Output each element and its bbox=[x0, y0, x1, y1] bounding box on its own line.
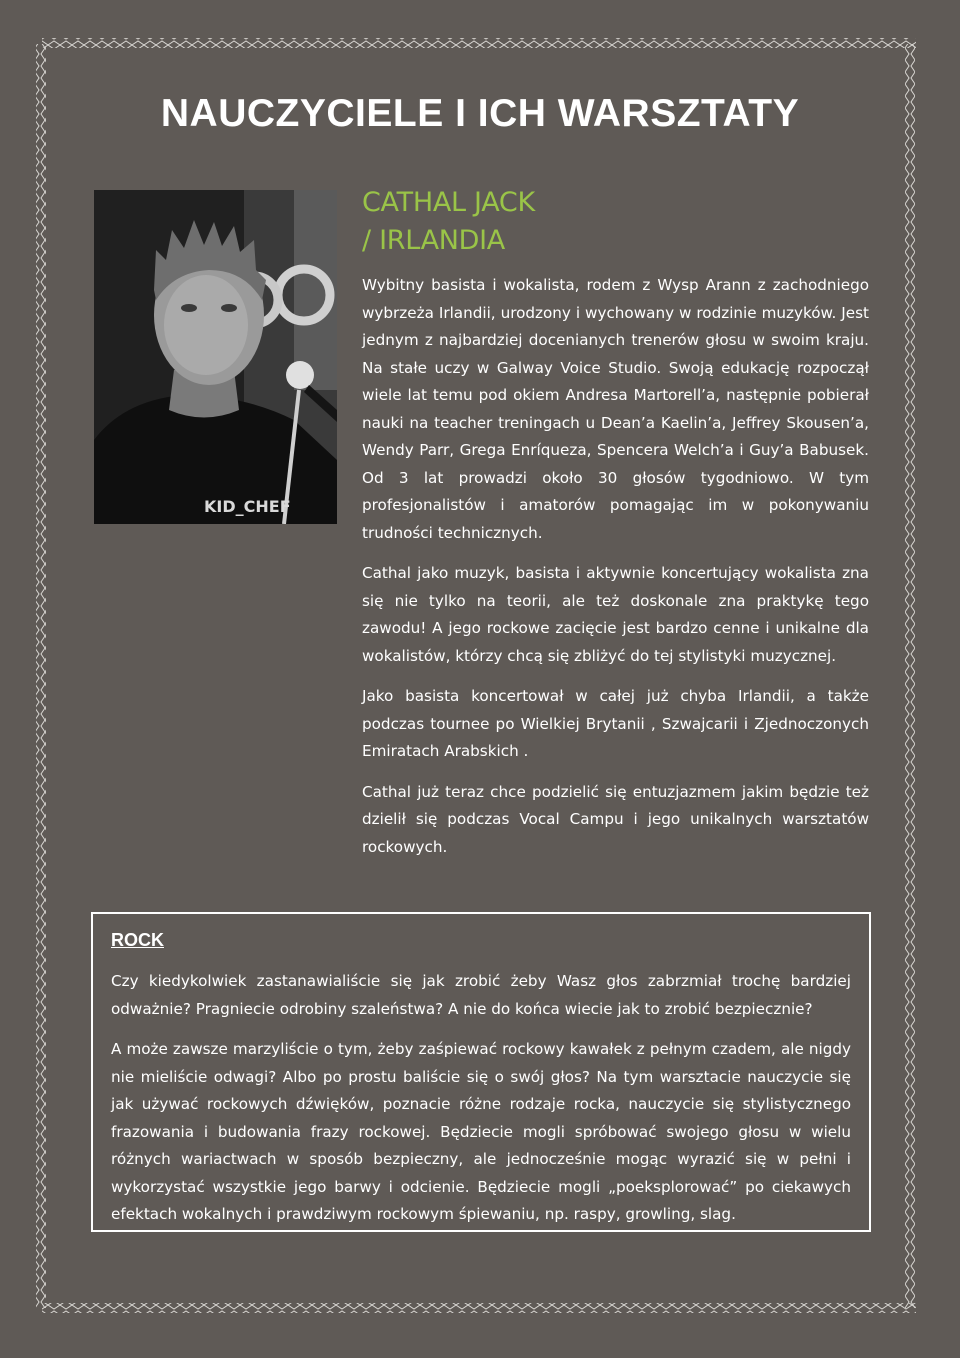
page-title: NAUCZYCIELE I ICH WARSZTATY bbox=[160, 92, 800, 135]
bio-paragraph: Cathal jako muzyk, basista i aktywnie koncertujący wokalista zna się nie tylko na teorii, ale też doskonale zna praktykę tego zawodu! A jego rockowe zacięcie jest bardzo cenne i unikalne dla wokalistów, którzy chcą się zbliżyć do tej stylistyki muzycznej. bbox=[362, 564, 869, 665]
bio-paragraph: Wybitny basista i wokalista, rodem z Wysp Arann z zachodniego wybrzeża Irlandii, urodzony i wychowany w rodzinie muzyków. Jest jednym z najbardziej docenianych trenerów głosu w swoim kraju. Na stałe uczy w Galway Voice Studio. Swoją edukację rozpoczął wiele lat temu pod okiem Andresa Martorell’a, następnie pobierał nauki na teacher treningach u Dean’a Kaelin’a, Jeffrey Skousen’a, Wendy Parr, Grega Enríqueza, Spencera Welch’a i Guy’a Babusek. Od 3 lat prowadzi około 30 głosów tygodniowo. W tym profesjonalistów i amatorów pomagając im w pokonywaniu trudności technicznych. bbox=[362, 276, 869, 542]
shirt-text: KID_CHEF bbox=[204, 497, 291, 516]
workshop-title: ROCK bbox=[111, 930, 164, 950]
teacher-photo bbox=[94, 190, 337, 524]
bio-paragraph: Jako basista koncertował w całej już chyba Irlandii, a także podczas tournee po Wielkiej Brytanii , Szwajcarii i Zjednoczonych Emiratach Arabskich . bbox=[362, 687, 869, 760]
workshop-box bbox=[91, 912, 871, 1232]
teacher-bio bbox=[362, 272, 869, 874]
workshop-paragraph: Czy kiedykolwiek zastanawialiście się jak zrobić żeby Wasz głos zabrzmiał trochę bardziej odważnie? Pragniecie odrobiny szaleństwa? A nie do końca wiecie jak to zrobić bezpiecznie? bbox=[111, 972, 851, 1018]
teacher-country-line: / IRLANDIA bbox=[362, 225, 505, 256]
bio-paragraph: Cathal już teraz chce podzielić się entuzjazmem jakim będzie też dzielił się podczas Vocal Campu i jego unikalnych warsztatów rockowych. bbox=[362, 782, 869, 856]
teacher-name bbox=[362, 184, 535, 260]
teacher-name-line: CATHAL JACK bbox=[362, 187, 535, 218]
workshop-paragraph: A może zawsze marzyliście o tym, żeby zaśpiewać rockowy kawałek z pełnym czadem, ale nigdy nie mieliście odwagi? Albo po prostu baliście się o swój głos? Na tym warsztacie nauczycie się jak używać rockowych dźwięków, poznacie różne rodzaje rocka, nauczycie się stylistycznego frazowania i budowania frazy rockowej. Będziecie mogli spróbować swojego głosu w wielu różnych wariactwach w sposób bezpieczny, ale jednocześnie mogąc wyrazić się w pełni i wykorzystać wszystkie jego barwy i odcienie. Będziecie mogli „poeksplorować” po ciekawych efektach wokalnych i prawdziwym rockowym śpiewaniu, np. raspy, growling, slag. bbox=[111, 1040, 851, 1223]
